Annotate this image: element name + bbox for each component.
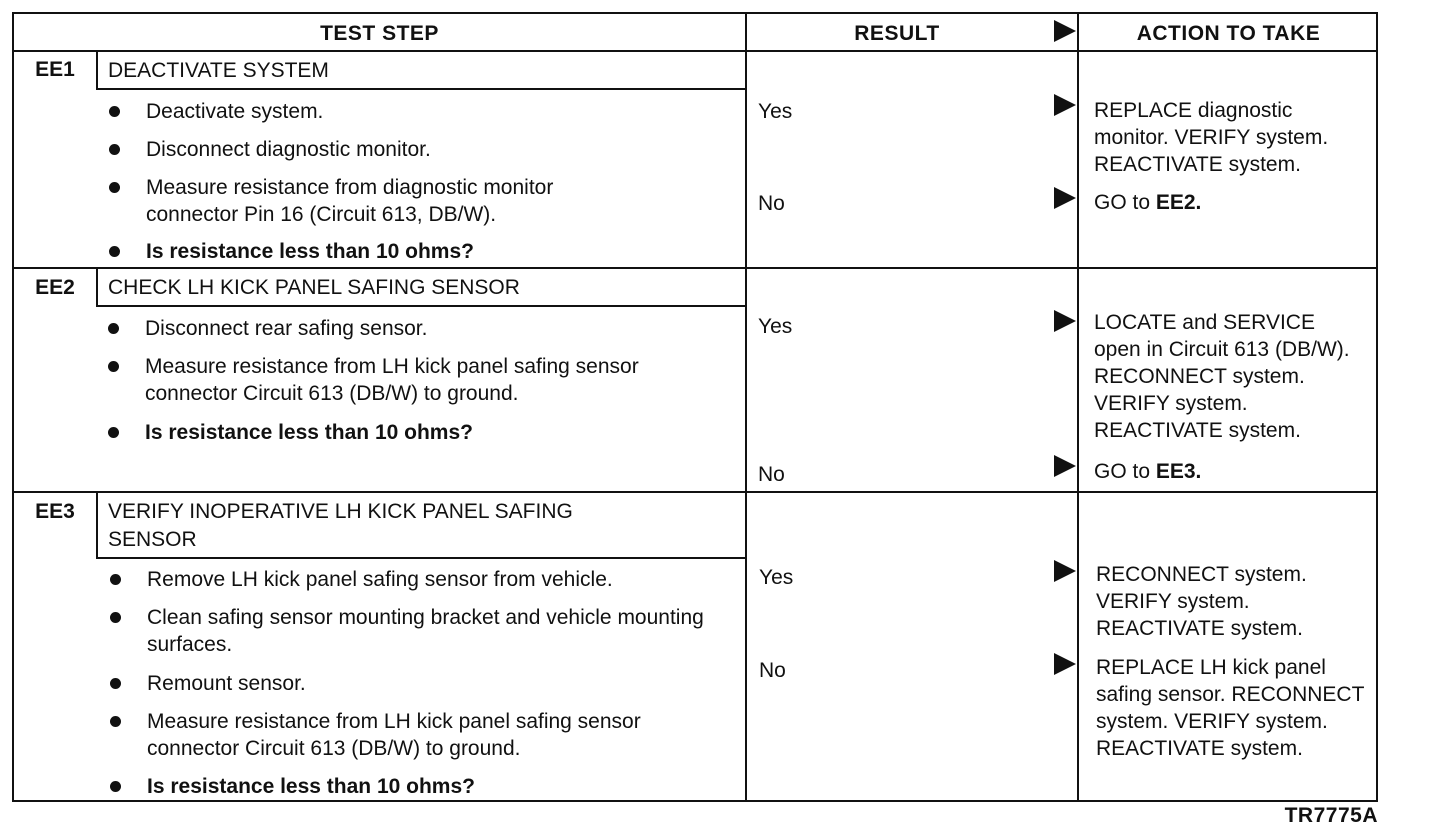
arrow-ee3-yes-icon	[1054, 560, 1076, 582]
header-result: RESULT	[854, 22, 940, 45]
bullet-ee2-2: Measure resistance from LH kick panel safing sensor connector Circuit 613 (DB/W) to ground.	[145, 353, 685, 407]
result-ee2-no: No	[758, 463, 785, 486]
row-divider-ee2	[14, 491, 1378, 493]
action-ee3-no: REPLACE LH kick panel safing sensor. RECONNECT system. VERIFY system. REACTIVATE system.	[1096, 656, 1365, 760]
bullet-dot-icon	[110, 678, 121, 689]
bullet-ee1-1: Deactivate system.	[146, 98, 726, 125]
arrow-ee1-yes-icon	[1054, 94, 1076, 116]
step-code-ee3: EE3	[35, 500, 75, 523]
reference-code: TR7775A	[1284, 804, 1378, 827]
action-ee2-yes: LOCATE and SERVICE open in Circuit 613 (DB/W). RECONNECT system. VERIFY system. REACTIVATE system.	[1094, 311, 1350, 442]
bullet-ee1-3: Measure resistance from diagnostic monitor connector Pin 16 (Circuit 613, DB/W).	[146, 174, 646, 228]
code-divider-ee1	[96, 52, 98, 90]
bullet-ee2-1: Disconnect rear safing sensor.	[145, 315, 725, 342]
step-code-ee1: EE1	[35, 58, 75, 81]
bullet-dot-icon	[110, 716, 121, 727]
bullet-ee1-4: Is resistance less than 10 ohms?	[146, 238, 726, 265]
bullet-ee3-1: Remove LH kick panel safing sensor from vehicle.	[147, 566, 737, 593]
result-ee2-yes: Yes	[758, 315, 793, 338]
title-underline-ee2	[96, 305, 746, 307]
title-underline-ee3	[96, 557, 746, 559]
arrow-ee1-no-icon	[1054, 187, 1076, 209]
step-title-ee1: DEACTIVATE SYSTEM	[108, 59, 329, 82]
step-title-ee2: CHECK LH KICK PANEL SAFING SENSOR	[108, 276, 520, 299]
action-ee1-yes: REPLACE diagnostic monitor. VERIFY system. REACTIVATE system.	[1094, 99, 1329, 176]
result-ee1-no: No	[758, 192, 785, 215]
result-ee1-yes: Yes	[758, 100, 793, 123]
bullet-ee3-2: Clean safing sensor mounting bracket and vehicle mounting surfaces.	[147, 604, 707, 658]
result-ee3-no: No	[759, 659, 786, 682]
bullet-ee3-4: Measure resistance from LH kick panel safing sensor connector Circuit 613 (DB/W) to ground.	[147, 708, 687, 762]
bullet-dot-icon	[110, 612, 121, 623]
code-divider-ee2	[96, 269, 98, 307]
code-divider-ee3	[96, 493, 98, 559]
bullet-dot-icon	[109, 182, 120, 193]
bullet-dot-icon	[110, 781, 121, 792]
result-ee3-yes: Yes	[759, 566, 794, 589]
header-test-step: TEST STEP	[320, 22, 439, 45]
bullet-ee1-2: Disconnect diagnostic monitor.	[146, 136, 726, 163]
action-ee2-no: GO to EE3.	[1094, 460, 1202, 483]
bullet-ee3-3: Remount sensor.	[147, 670, 727, 697]
bullet-dot-icon	[110, 574, 121, 585]
arrow-ee3-no-icon	[1054, 653, 1076, 675]
bullet-ee2-3: Is resistance less than 10 ohms?	[145, 419, 725, 446]
arrow-ee2-yes-icon	[1054, 310, 1076, 332]
bullet-dot-icon	[109, 246, 120, 257]
bullet-dot-icon	[109, 106, 120, 117]
bullet-dot-icon	[108, 361, 119, 372]
header-divider	[14, 50, 1378, 52]
bullet-ee3-5: Is resistance less than 10 ohms?	[147, 773, 727, 800]
row-divider-ee1	[14, 267, 1378, 269]
diagnostic-table	[12, 12, 1378, 802]
arrow-ee2-no-icon	[1054, 455, 1076, 477]
step-title-ee3: VERIFY INOPERATIVE LH KICK PANEL SAFING SENSOR	[108, 500, 573, 551]
divider-result-action	[1077, 14, 1079, 800]
title-underline-ee1	[96, 88, 746, 90]
action-ee1-no: GO to EE2.	[1094, 191, 1202, 214]
header-action: ACTION TO TAKE	[1136, 22, 1321, 45]
header-arrow-icon	[1054, 20, 1076, 42]
bullet-dot-icon	[109, 144, 120, 155]
bullet-dot-icon	[108, 427, 119, 438]
divider-test-result	[745, 14, 747, 800]
bullet-dot-icon	[108, 323, 119, 334]
action-ee3-yes: RECONNECT system. VERIFY system. REACTIVATE system.	[1096, 563, 1307, 640]
step-code-ee2: EE2	[35, 276, 75, 299]
